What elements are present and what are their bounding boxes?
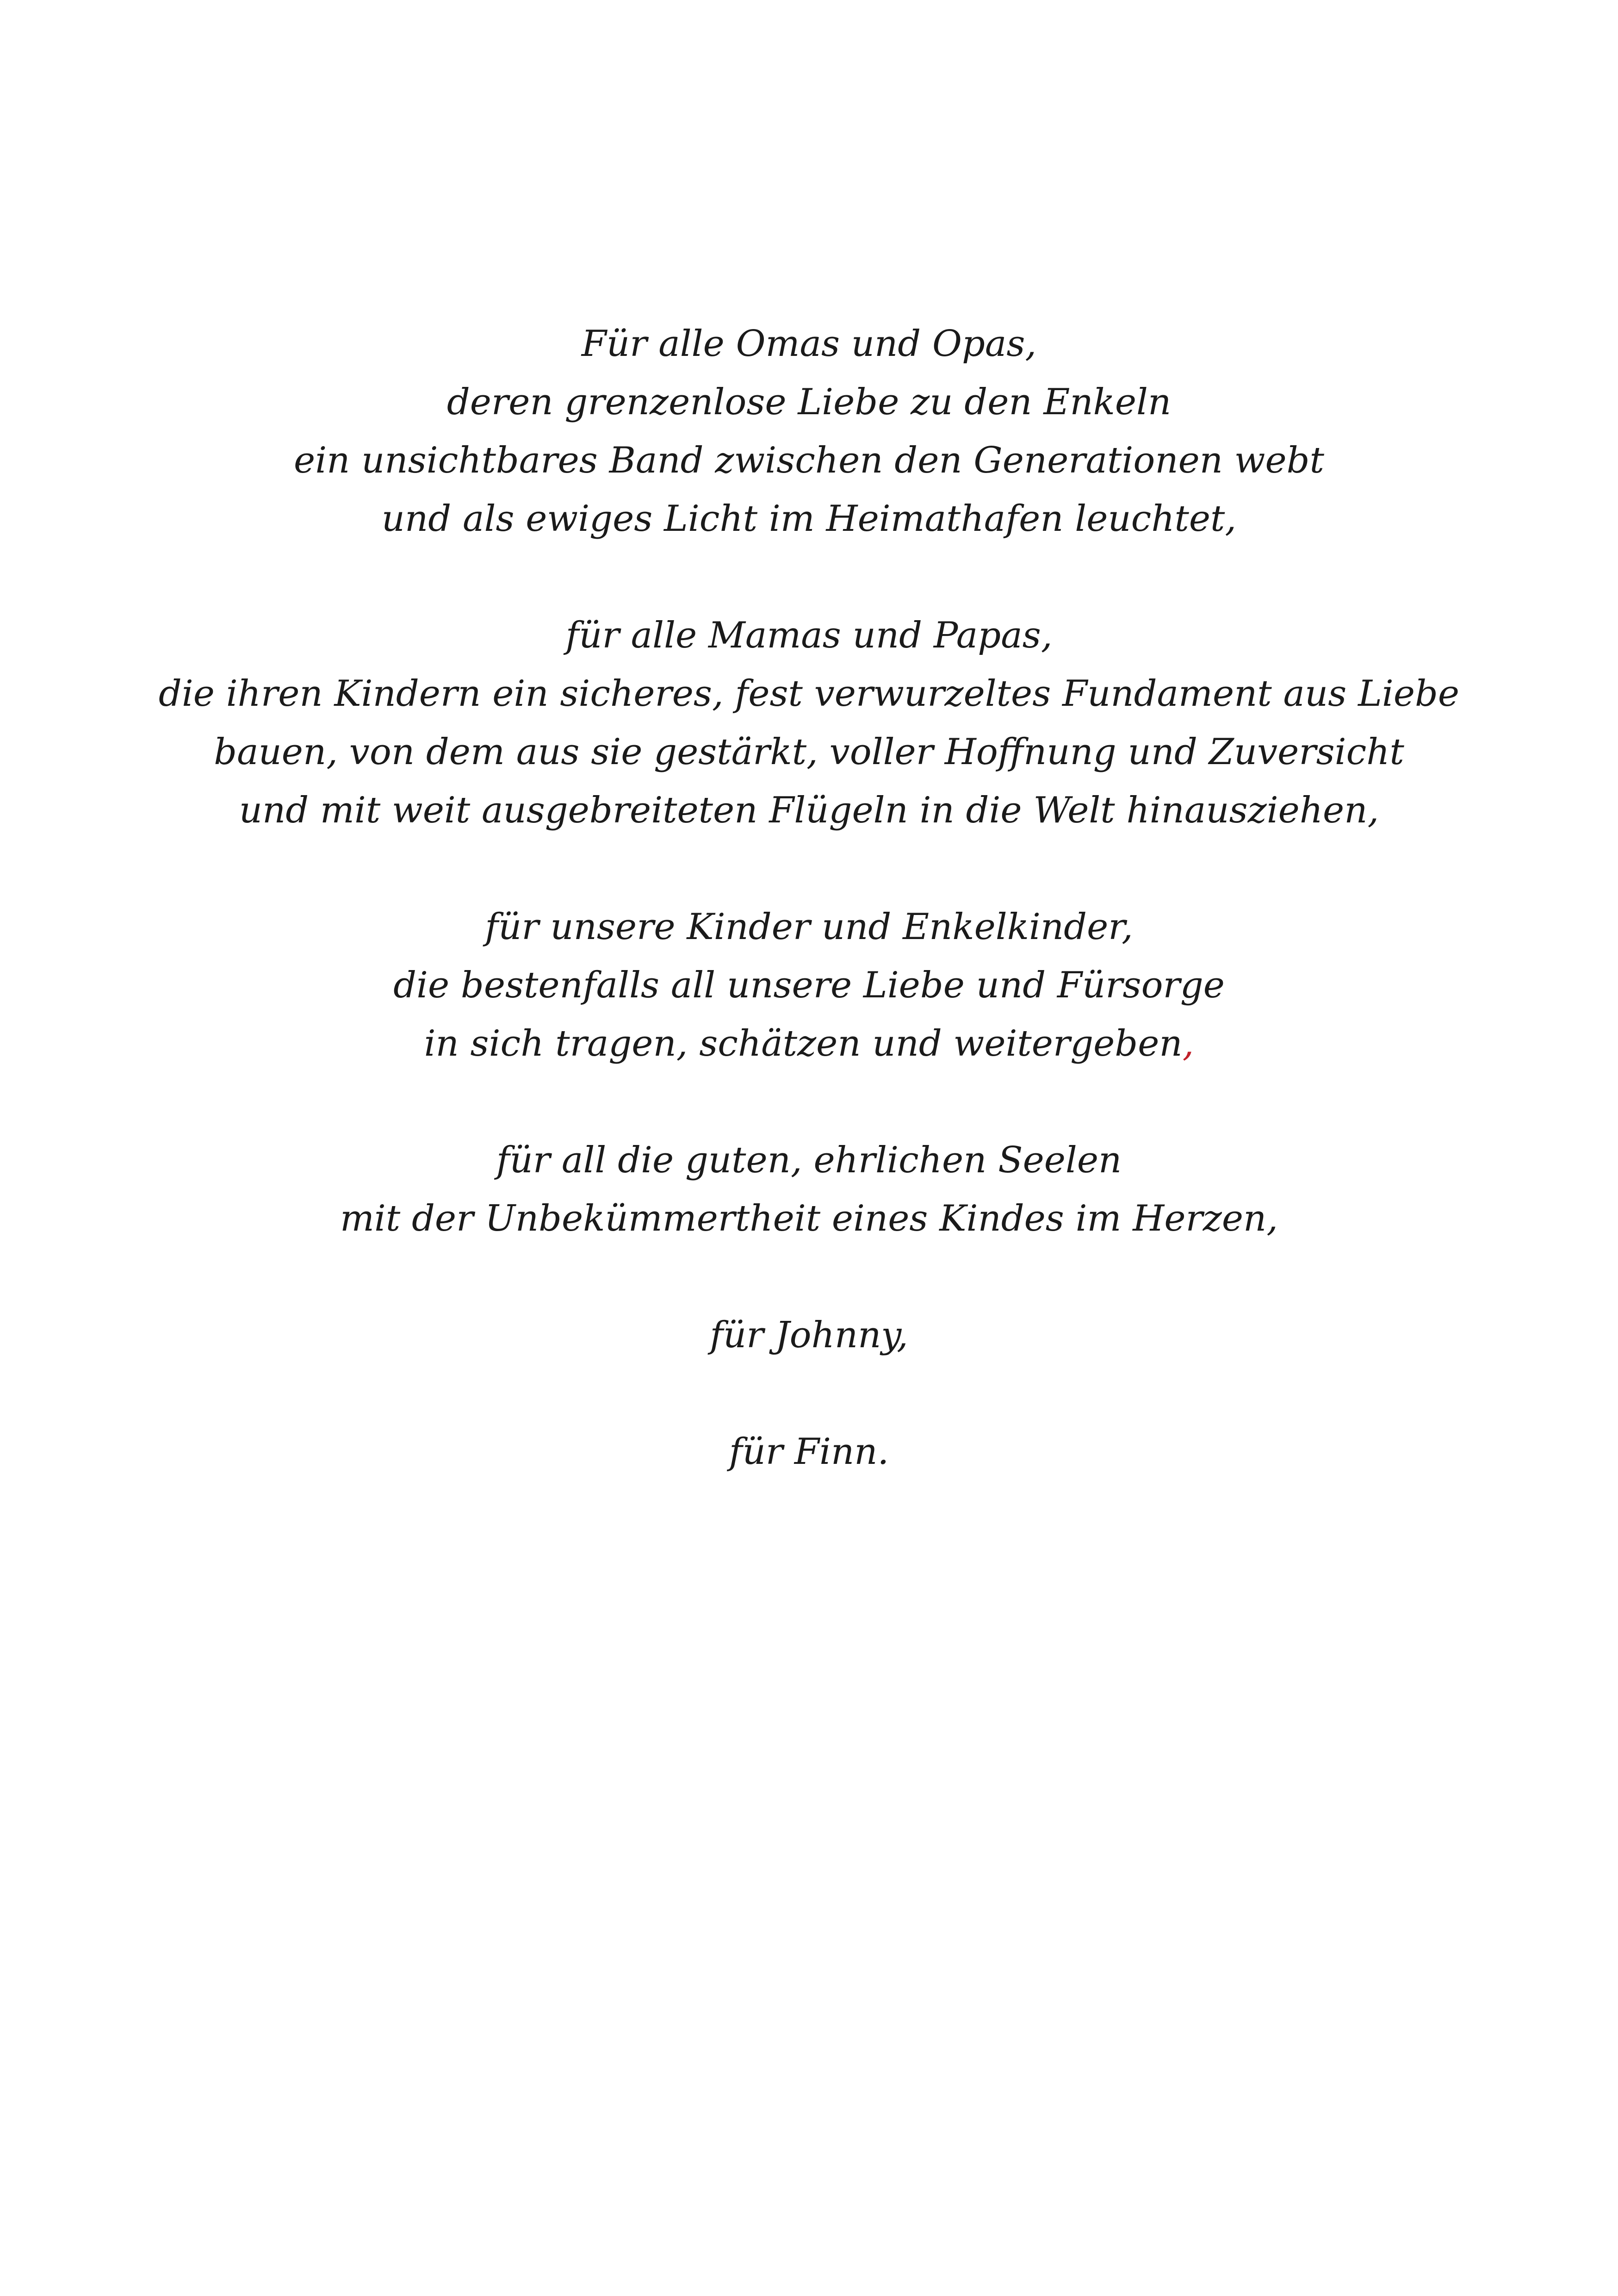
stanza-line: Für alle Omas und Opas, [581, 323, 1037, 365]
stanza-grandparents [0, 315, 1618, 548]
stanza-souls [0, 1131, 1618, 1248]
stanza-line: für alle Mamas und Papas, [565, 615, 1053, 656]
stanza-line: und mit weit ausgebreiteten Flügeln in die Welt hinausziehen, [239, 790, 1379, 831]
stanza-line: für unsere Kinder und Enkelkinder, [485, 906, 1133, 948]
stanza-line: für Finn. [729, 1431, 889, 1473]
stanza-line: ein unsichtbares Band zwischen den Generationen webt [294, 440, 1324, 481]
dedication-text [0, 315, 1618, 1481]
stanza-line: deren grenzenlose Liebe zu den Enkeln [446, 381, 1172, 423]
stanza-line: die ihren Kindern ein sicheres, fest verwurzeltes Fundament aus Liebe [158, 673, 1460, 715]
stanza-line-text: in sich tragen, schätzen und weitergeben [424, 1023, 1183, 1064]
stanza-line: bauen, von dem aus sie gestärkt, voller Hoffnung und Zuversicht [214, 731, 1404, 773]
stanza-finn [0, 1423, 1618, 1481]
stanza-johnny [0, 1306, 1618, 1364]
red-comma-mark: , [1182, 1023, 1194, 1064]
stanza-line: die bestenfalls all unsere Liebe und Fürsorge [393, 964, 1225, 1006]
stanza-parents [0, 606, 1618, 840]
stanza-children [0, 898, 1618, 1073]
stanza-line: für all die guten, ehrlichen Seelen [496, 1139, 1122, 1181]
stanza-line: und als ewiges Licht im Heimathafen leuchtet, [381, 498, 1237, 540]
stanza-line-with-mark [0, 1014, 1618, 1073]
stanza-line: für Johnny, [710, 1314, 908, 1356]
stanza-line: mit der Unbekümmertheit eines Kindes im Herzen, [340, 1198, 1278, 1239]
